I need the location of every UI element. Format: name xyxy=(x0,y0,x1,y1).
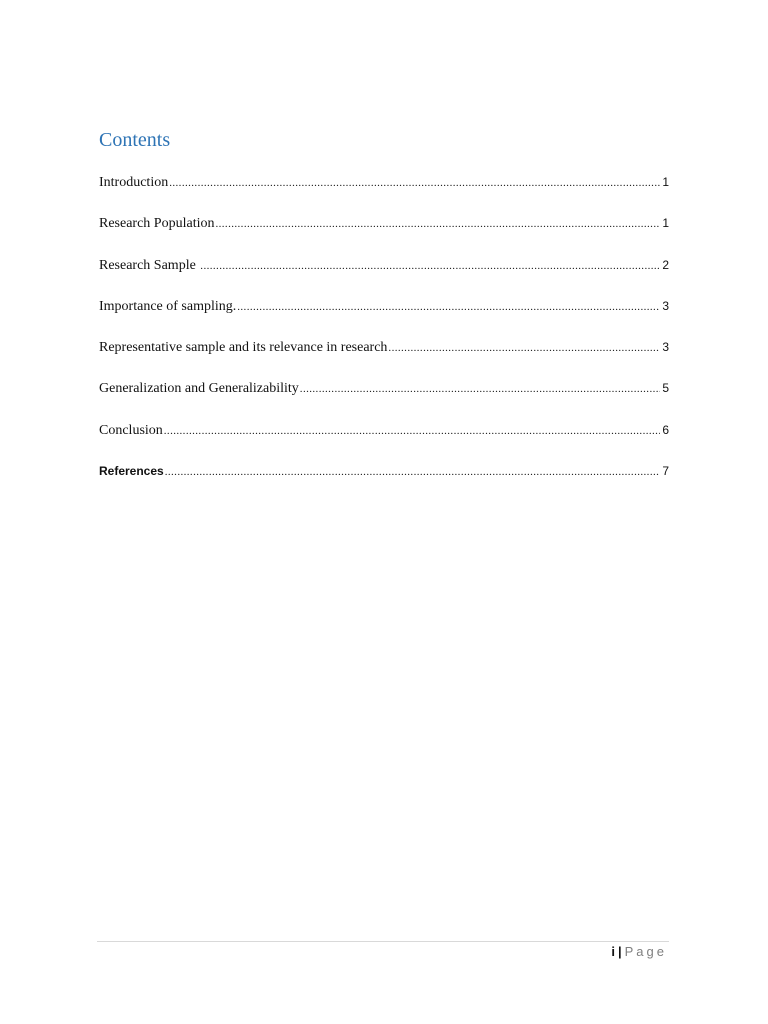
footer-page-number: i xyxy=(611,944,615,959)
toc-entry-label: Importance of sampling. xyxy=(99,298,237,314)
dot-leader xyxy=(200,256,660,276)
toc-entry-conclusion[interactable] xyxy=(99,420,669,461)
toc-entry-research-sample[interactable] xyxy=(99,255,669,296)
toc-entry-research-population[interactable] xyxy=(99,213,669,254)
toc-entry-generalization[interactable] xyxy=(99,378,669,419)
toc-entry-references[interactable] xyxy=(99,461,669,502)
toc-entry-label: Conclusion xyxy=(99,422,163,438)
toc-entry-page: 3 xyxy=(662,298,669,313)
toc-entry-page: 7 xyxy=(662,464,669,479)
toc-entry-importance-of-sampling[interactable] xyxy=(99,296,669,337)
toc-entry-page: 3 xyxy=(662,340,669,355)
dot-leader xyxy=(300,379,661,399)
page-footer xyxy=(611,943,667,961)
toc-entry-page: 5 xyxy=(662,381,669,396)
toc-entry-label: Representative sample and its relevance in research xyxy=(99,340,388,356)
toc-entry-page: 6 xyxy=(662,422,669,437)
toc-entry-label: References xyxy=(99,464,164,479)
toc-entry-page: 1 xyxy=(662,216,669,231)
dot-leader xyxy=(388,338,660,358)
toc-entry-label: Research Population xyxy=(99,216,215,232)
dot-leader xyxy=(237,297,660,317)
toc-heading: Contents xyxy=(99,129,171,151)
dot-leader xyxy=(164,421,661,441)
dot-leader xyxy=(169,173,660,193)
footer-page-word: Page xyxy=(624,944,667,959)
toc-entry-label: Generalization and Generalizability xyxy=(99,381,299,397)
toc-entry-representative-sample[interactable] xyxy=(99,337,669,378)
table-of-contents xyxy=(99,172,669,502)
toc-entry-page: 2 xyxy=(662,257,669,272)
toc-entry-introduction[interactable] xyxy=(99,172,669,213)
footer-separator: | xyxy=(617,944,622,959)
footer-divider xyxy=(97,941,669,942)
toc-entry-label: Research Sample xyxy=(99,257,200,273)
toc-entry-page: 1 xyxy=(662,175,669,189)
toc-entry-label: Introduction xyxy=(99,175,169,190)
dot-leader xyxy=(215,214,660,234)
dot-leader xyxy=(165,462,661,482)
